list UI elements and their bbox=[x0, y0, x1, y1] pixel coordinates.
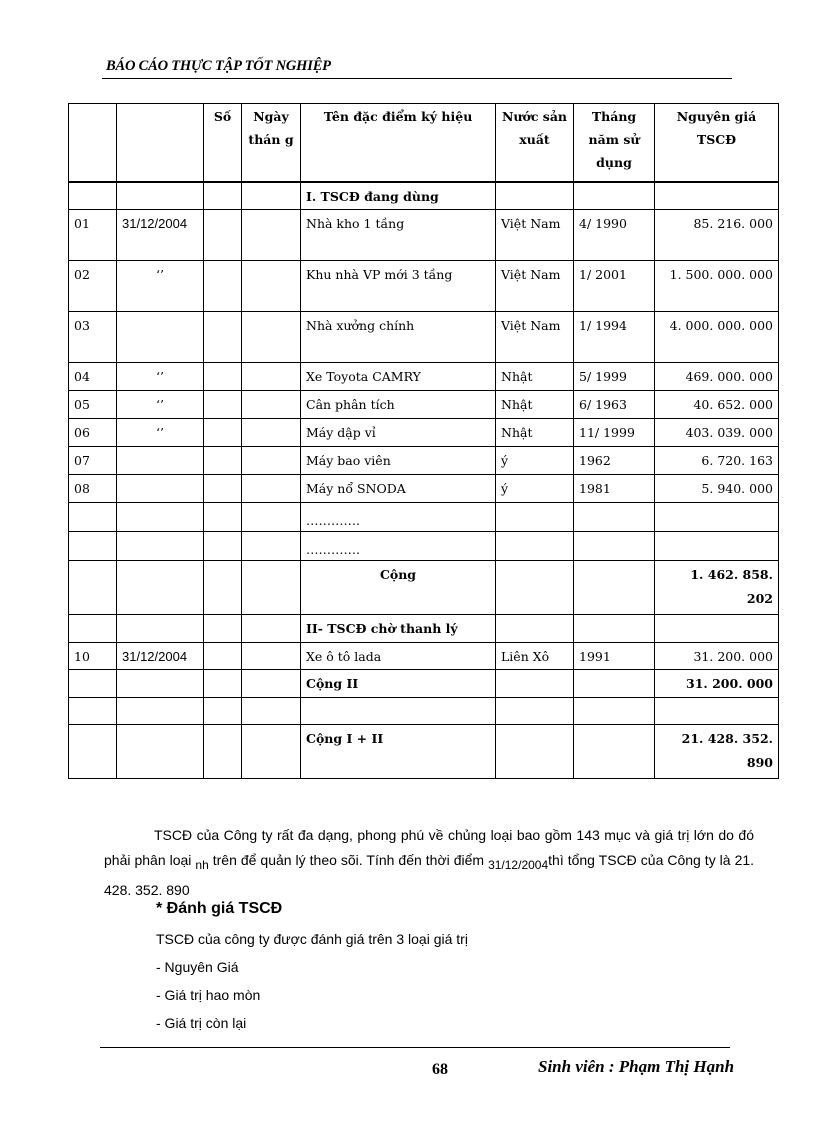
cell-name: Cân phân tích bbox=[301, 390, 496, 418]
cell-stt: 05 bbox=[69, 390, 117, 418]
total2-label: Cộng II bbox=[301, 669, 496, 697]
cell-name: Máy dập vỉ bbox=[301, 418, 496, 446]
evaluation-intro: TSCĐ của công ty được đánh giá trên 3 loại giá trị bbox=[156, 931, 468, 947]
cell-country: ý bbox=[496, 446, 574, 474]
grand-total-row bbox=[69, 724, 779, 778]
evaluation-heading: * Đánh giá TSCĐ bbox=[156, 900, 283, 917]
ellipsis-row-2: …………. bbox=[301, 531, 496, 560]
fixed-asset-table bbox=[68, 103, 779, 779]
col-header-date bbox=[117, 104, 204, 182]
cell-name: Khu nhà VP mới 3 tầng bbox=[301, 260, 496, 311]
col-header-name: Tên đặc điểm ký hiệu bbox=[301, 104, 496, 182]
summary-paragraph bbox=[104, 823, 754, 903]
table-row bbox=[69, 502, 779, 531]
section-row bbox=[69, 614, 779, 642]
cell-country: Nhật bbox=[496, 390, 574, 418]
cell-stt: 03 bbox=[69, 311, 117, 362]
footer-rule bbox=[100, 1047, 730, 1048]
col-header-value: Nguyên giá TSCĐ bbox=[655, 104, 779, 182]
cell-value: 40. 652. 000 bbox=[655, 390, 779, 418]
cell-name: Máy bao viên bbox=[301, 446, 496, 474]
cell-year: 11/ 1999 bbox=[574, 418, 655, 446]
total-row-1 bbox=[69, 560, 779, 614]
table-row bbox=[69, 209, 779, 260]
cell-date: 31/12/2004 bbox=[117, 642, 204, 669]
cell-value: 1. 500. 000. 000 bbox=[655, 260, 779, 311]
table-row bbox=[69, 311, 779, 362]
cell-stt: 08 bbox=[69, 474, 117, 502]
table-row bbox=[69, 260, 779, 311]
total-row-2 bbox=[69, 669, 779, 697]
cell-year: 1/ 2001 bbox=[574, 260, 655, 311]
col-header-ngay: Ngày thán g bbox=[242, 104, 301, 182]
cell-stt: 10 bbox=[69, 642, 117, 669]
cell-country: Nhật bbox=[496, 362, 574, 390]
cell-name: Máy nổ SNODA bbox=[301, 474, 496, 502]
cell-date: ‘’ bbox=[117, 260, 204, 311]
cell-country: Việt Nam bbox=[496, 311, 574, 362]
cell-name: Nhà xưởng chính bbox=[301, 311, 496, 362]
para-part1: TSCĐ của Công ty rất đa dạng, phong phú về chủng loại bao gồm 143 mục và giá trị lớn do đó phải phân loại bbox=[104, 827, 754, 868]
header-rule bbox=[102, 78, 732, 79]
cell-country: ý bbox=[496, 474, 574, 502]
para-sub1: nh bbox=[195, 858, 209, 872]
cell-stt: 04 bbox=[69, 362, 117, 390]
table-row bbox=[69, 474, 779, 502]
evaluation-item: - Nguyên Giá bbox=[156, 959, 239, 975]
cell-date bbox=[117, 446, 204, 474]
cell-year: 1/ 1994 bbox=[574, 311, 655, 362]
table-row bbox=[69, 531, 779, 560]
total2-value: 31. 200. 000 bbox=[655, 669, 779, 697]
para-sub2: 31/12/2004 bbox=[488, 858, 549, 872]
cell-stt: 06 bbox=[69, 418, 117, 446]
section2-title: II- TSCĐ chờ thanh lý bbox=[301, 614, 496, 642]
table-row bbox=[69, 446, 779, 474]
cell-year: 1991 bbox=[574, 642, 655, 669]
cell-year: 1981 bbox=[574, 474, 655, 502]
cell-value: 403. 039. 000 bbox=[655, 418, 779, 446]
table-row bbox=[69, 418, 779, 446]
cell-value: 4. 000. 000. 000 bbox=[655, 311, 779, 362]
cell-country: Việt Nam bbox=[496, 209, 574, 260]
evaluation-item: - Giá trị hao mòn bbox=[156, 987, 261, 1003]
ellipsis-row-1: …………. bbox=[301, 502, 496, 531]
cell-stt: 07 bbox=[69, 446, 117, 474]
cell-country: Liên Xô bbox=[496, 642, 574, 669]
col-header-so: Số bbox=[204, 104, 242, 182]
cell-value: 31. 200. 000 bbox=[655, 642, 779, 669]
cell-country: Việt Nam bbox=[496, 260, 574, 311]
page-number: 68 bbox=[432, 1061, 448, 1078]
cell-name: Nhà kho 1 tầng bbox=[301, 209, 496, 260]
section1-title: I. TSCĐ đang dùng bbox=[301, 182, 496, 210]
cell-stt: 01 bbox=[69, 209, 117, 260]
cell-country: Nhật bbox=[496, 418, 574, 446]
cell-value: 6. 720. 163 bbox=[655, 446, 779, 474]
cell-date: ‘’ bbox=[117, 390, 204, 418]
cell-date: ‘’ bbox=[117, 418, 204, 446]
cell-year: 6/ 1963 bbox=[574, 390, 655, 418]
table-row bbox=[69, 390, 779, 418]
empty-row bbox=[69, 697, 779, 724]
cell-year: 4/ 1990 bbox=[574, 209, 655, 260]
total1-label: Cộng bbox=[301, 560, 496, 614]
total1-value: 1. 462. 858. 202 bbox=[655, 560, 779, 614]
table-header-row bbox=[69, 104, 779, 182]
cell-name: Xe ô tô lada bbox=[301, 642, 496, 669]
col-header-year: Tháng năm sử dụng bbox=[574, 104, 655, 182]
student-name: Sinh viên : Phạm Thị Hạnh bbox=[538, 1057, 735, 1076]
para-part3: thì tổng TSCĐ của Công ty là 21. 428. 352. 890 bbox=[104, 852, 755, 898]
cell-value: 469. 000. 000 bbox=[655, 362, 779, 390]
para-part2: trên để quản lý theo sõi. Tính đến thời điểm bbox=[212, 852, 485, 868]
cell-date bbox=[117, 474, 204, 502]
col-header-country: Nước sản xuất bbox=[496, 104, 574, 182]
cell-date: 31/12/2004 bbox=[117, 209, 204, 260]
cell-value: 5. 940. 000 bbox=[655, 474, 779, 502]
col-header-stt bbox=[69, 104, 117, 182]
report-header-title: BÁO CÁO THỰC TẬP TỐT NGHIỆP bbox=[106, 58, 331, 74]
table-row bbox=[69, 362, 779, 390]
cell-date: ‘’ bbox=[117, 362, 204, 390]
cell-year: 5/ 1999 bbox=[574, 362, 655, 390]
cell-name: Xe Toyota CAMRY bbox=[301, 362, 496, 390]
cell-value: 85. 216. 000 bbox=[655, 209, 779, 260]
evaluation-item: - Giá trị còn lại bbox=[156, 1015, 247, 1031]
cell-date bbox=[117, 311, 204, 362]
table-row bbox=[69, 642, 779, 669]
cell-stt: 02 bbox=[69, 260, 117, 311]
grand-total-value: 21. 428. 352. 890 bbox=[655, 724, 779, 778]
cell-year: 1962 bbox=[574, 446, 655, 474]
grand-total-label: Cộng I + II bbox=[301, 724, 496, 778]
section-row bbox=[69, 182, 779, 210]
